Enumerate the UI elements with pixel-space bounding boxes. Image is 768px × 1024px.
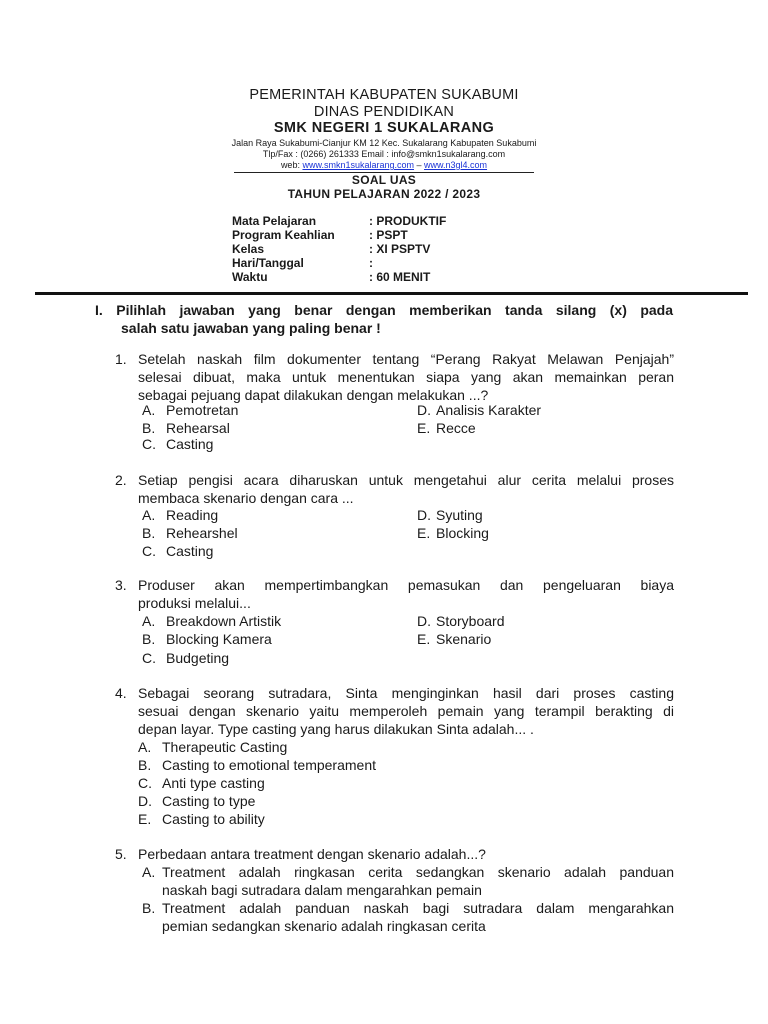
question-text: Sebagai seorang sutradara, Sinta menginginkan hasil dari proses casting xyxy=(138,685,674,701)
option-text[interactable]: Blocking xyxy=(436,525,489,541)
info-value: : 60 MENIT xyxy=(369,270,431,284)
option-text[interactable]: Casting to emotional temperament xyxy=(162,757,376,773)
government-name: PEMERINTAH KABUPATEN SUKABUMI xyxy=(249,87,519,103)
option-letter: C. xyxy=(138,775,152,791)
school-web xyxy=(0,160,768,170)
option-letter: D. xyxy=(138,793,152,809)
option-letter: D. xyxy=(417,402,431,418)
option-text[interactable]: Skenario xyxy=(436,631,492,647)
option-letter: C. xyxy=(142,543,156,559)
website-link-1[interactable]: www.smkn1sukalarang.com xyxy=(302,160,414,170)
option-text[interactable]: Recce xyxy=(436,420,476,436)
option-letter: B. xyxy=(142,420,156,436)
option-text[interactable]: Casting to type xyxy=(162,793,256,809)
option-letter: C. xyxy=(142,650,156,666)
school-contact: Tlp/Fax : (0266) 261333 Email : info@smkn1sukalarang.com xyxy=(262,149,506,159)
option-letter: A. xyxy=(142,402,156,418)
info-value: : PRODUKTIF xyxy=(369,214,447,228)
info-value: : PSPT xyxy=(369,228,408,242)
option-text[interactable]: Casting xyxy=(166,543,214,559)
option-text[interactable]: Casting to ability xyxy=(162,811,265,827)
info-label: Waktu xyxy=(232,270,268,284)
option-text[interactable]: naskah bagi sutradara dalam mengarahkan pemain xyxy=(162,882,482,898)
question-number: 5. xyxy=(115,846,127,862)
option-text[interactable]: Analisis Karakter xyxy=(436,402,542,418)
option-text[interactable]: Blocking Kamera xyxy=(166,631,272,647)
school-name: SMK NEGERI 1 SUKALARANG xyxy=(273,120,495,136)
option-text[interactable]: Storyboard xyxy=(436,613,505,629)
question-text: Setiap pengisi acara diharuskan untuk mengetahui alur cerita melalui proses xyxy=(138,472,674,488)
option-text[interactable]: Casting xyxy=(166,436,214,452)
option-text[interactable]: Anti type casting xyxy=(162,775,265,791)
web-separator: – xyxy=(414,160,425,170)
question-text: sebagai pejuang dapat dilakukan dengan melakukan ...? xyxy=(138,387,489,403)
option-letter: E. xyxy=(417,420,431,436)
department-name: DINAS PENDIDIKAN xyxy=(313,104,455,120)
question-text: Produser akan mempertimbangkan pemasukan dan pengeluaran biaya xyxy=(138,577,674,593)
option-text[interactable]: pemian sedangkan skenario adalah ringkasan cerita xyxy=(162,918,486,934)
option-letter: B. xyxy=(138,757,152,773)
option-letter: D. xyxy=(417,613,431,629)
question-text: depan layar. Type casting yang harus dilakukan Sinta adalah... . xyxy=(138,721,534,737)
section-divider xyxy=(35,292,748,295)
question-text: sesuai dengan skenario yaitu memperoleh pemain yang terampil berakting di xyxy=(138,703,674,719)
question-text: selesai dibuat, maka untuk menentukan siapa yang akan memainkan peran xyxy=(138,369,674,385)
section-instruction-line-2: salah satu jawaban yang paling benar ! xyxy=(121,320,381,336)
exam-title: SOAL UAS xyxy=(351,173,417,187)
option-letter: A. xyxy=(138,739,152,755)
section-instruction-line-1: I. Pilihlah jawaban yang benar dengan memberikan tanda silang (x) pada xyxy=(95,302,673,318)
question-text: membaca skenario dengan cara ... xyxy=(138,490,354,506)
option-text[interactable]: Reading xyxy=(166,507,219,523)
option-letter: C. xyxy=(142,436,156,452)
question-number: 3. xyxy=(115,577,127,593)
school-address: Jalan Raya Sukabumi-Cianjur KM 12 Kec. Sukalarang Kabupaten Sukabumi xyxy=(231,138,537,148)
option-letter: E. xyxy=(138,811,152,827)
option-letter: B. xyxy=(142,900,156,916)
option-text[interactable]: Therapeutic Casting xyxy=(162,739,288,755)
info-label: Program Keahlian xyxy=(232,228,335,242)
question-number: 4. xyxy=(115,685,127,701)
website-link-2[interactable]: www.n3gl4.com xyxy=(424,160,488,170)
info-value: : XI PSPTV xyxy=(369,242,431,256)
option-text[interactable]: Budgeting xyxy=(166,650,230,666)
question-text: Setelah naskah film dokumenter tentang “Perang Rakyat Melawan Penjajah” xyxy=(138,351,674,367)
option-letter: A. xyxy=(142,864,156,880)
info-label: Hari/Tanggal xyxy=(232,256,304,270)
option-letter: D. xyxy=(417,507,431,523)
option-text[interactable]: Treatment adalah ringkasan cerita sedangkan skenario adalah panduan xyxy=(162,864,674,880)
option-text[interactable]: Pemotretan xyxy=(166,402,239,418)
option-text[interactable]: Treatment adalah panduan naskah bagi sutradara dalam mengarahkan xyxy=(162,900,674,916)
web-label: web: xyxy=(280,160,303,170)
option-letter: A. xyxy=(142,613,156,629)
info-label: Mata Pelajaran xyxy=(232,214,317,228)
option-letter: E. xyxy=(417,525,431,541)
info-label: Kelas xyxy=(232,242,265,256)
question-text: produksi melalui... xyxy=(138,595,251,611)
question-number: 1. xyxy=(115,351,127,367)
option-text[interactable]: Rehearsal xyxy=(166,420,230,436)
option-text[interactable]: Syuting xyxy=(436,507,483,523)
option-letter: B. xyxy=(142,525,156,541)
option-letter: E. xyxy=(417,631,431,647)
option-letter: A. xyxy=(142,507,156,523)
option-text[interactable]: Rehearshel xyxy=(166,525,238,541)
option-letter: B. xyxy=(142,631,156,647)
question-text: Perbedaan antara treatment dengan skenario adalah...? xyxy=(138,846,486,862)
info-value: : xyxy=(369,256,373,270)
option-text[interactable]: Breakdown Artistik xyxy=(166,613,282,629)
question-number: 2. xyxy=(115,472,127,488)
exam-year: TAHUN PELAJARAN 2022 / 2023 xyxy=(287,187,481,201)
